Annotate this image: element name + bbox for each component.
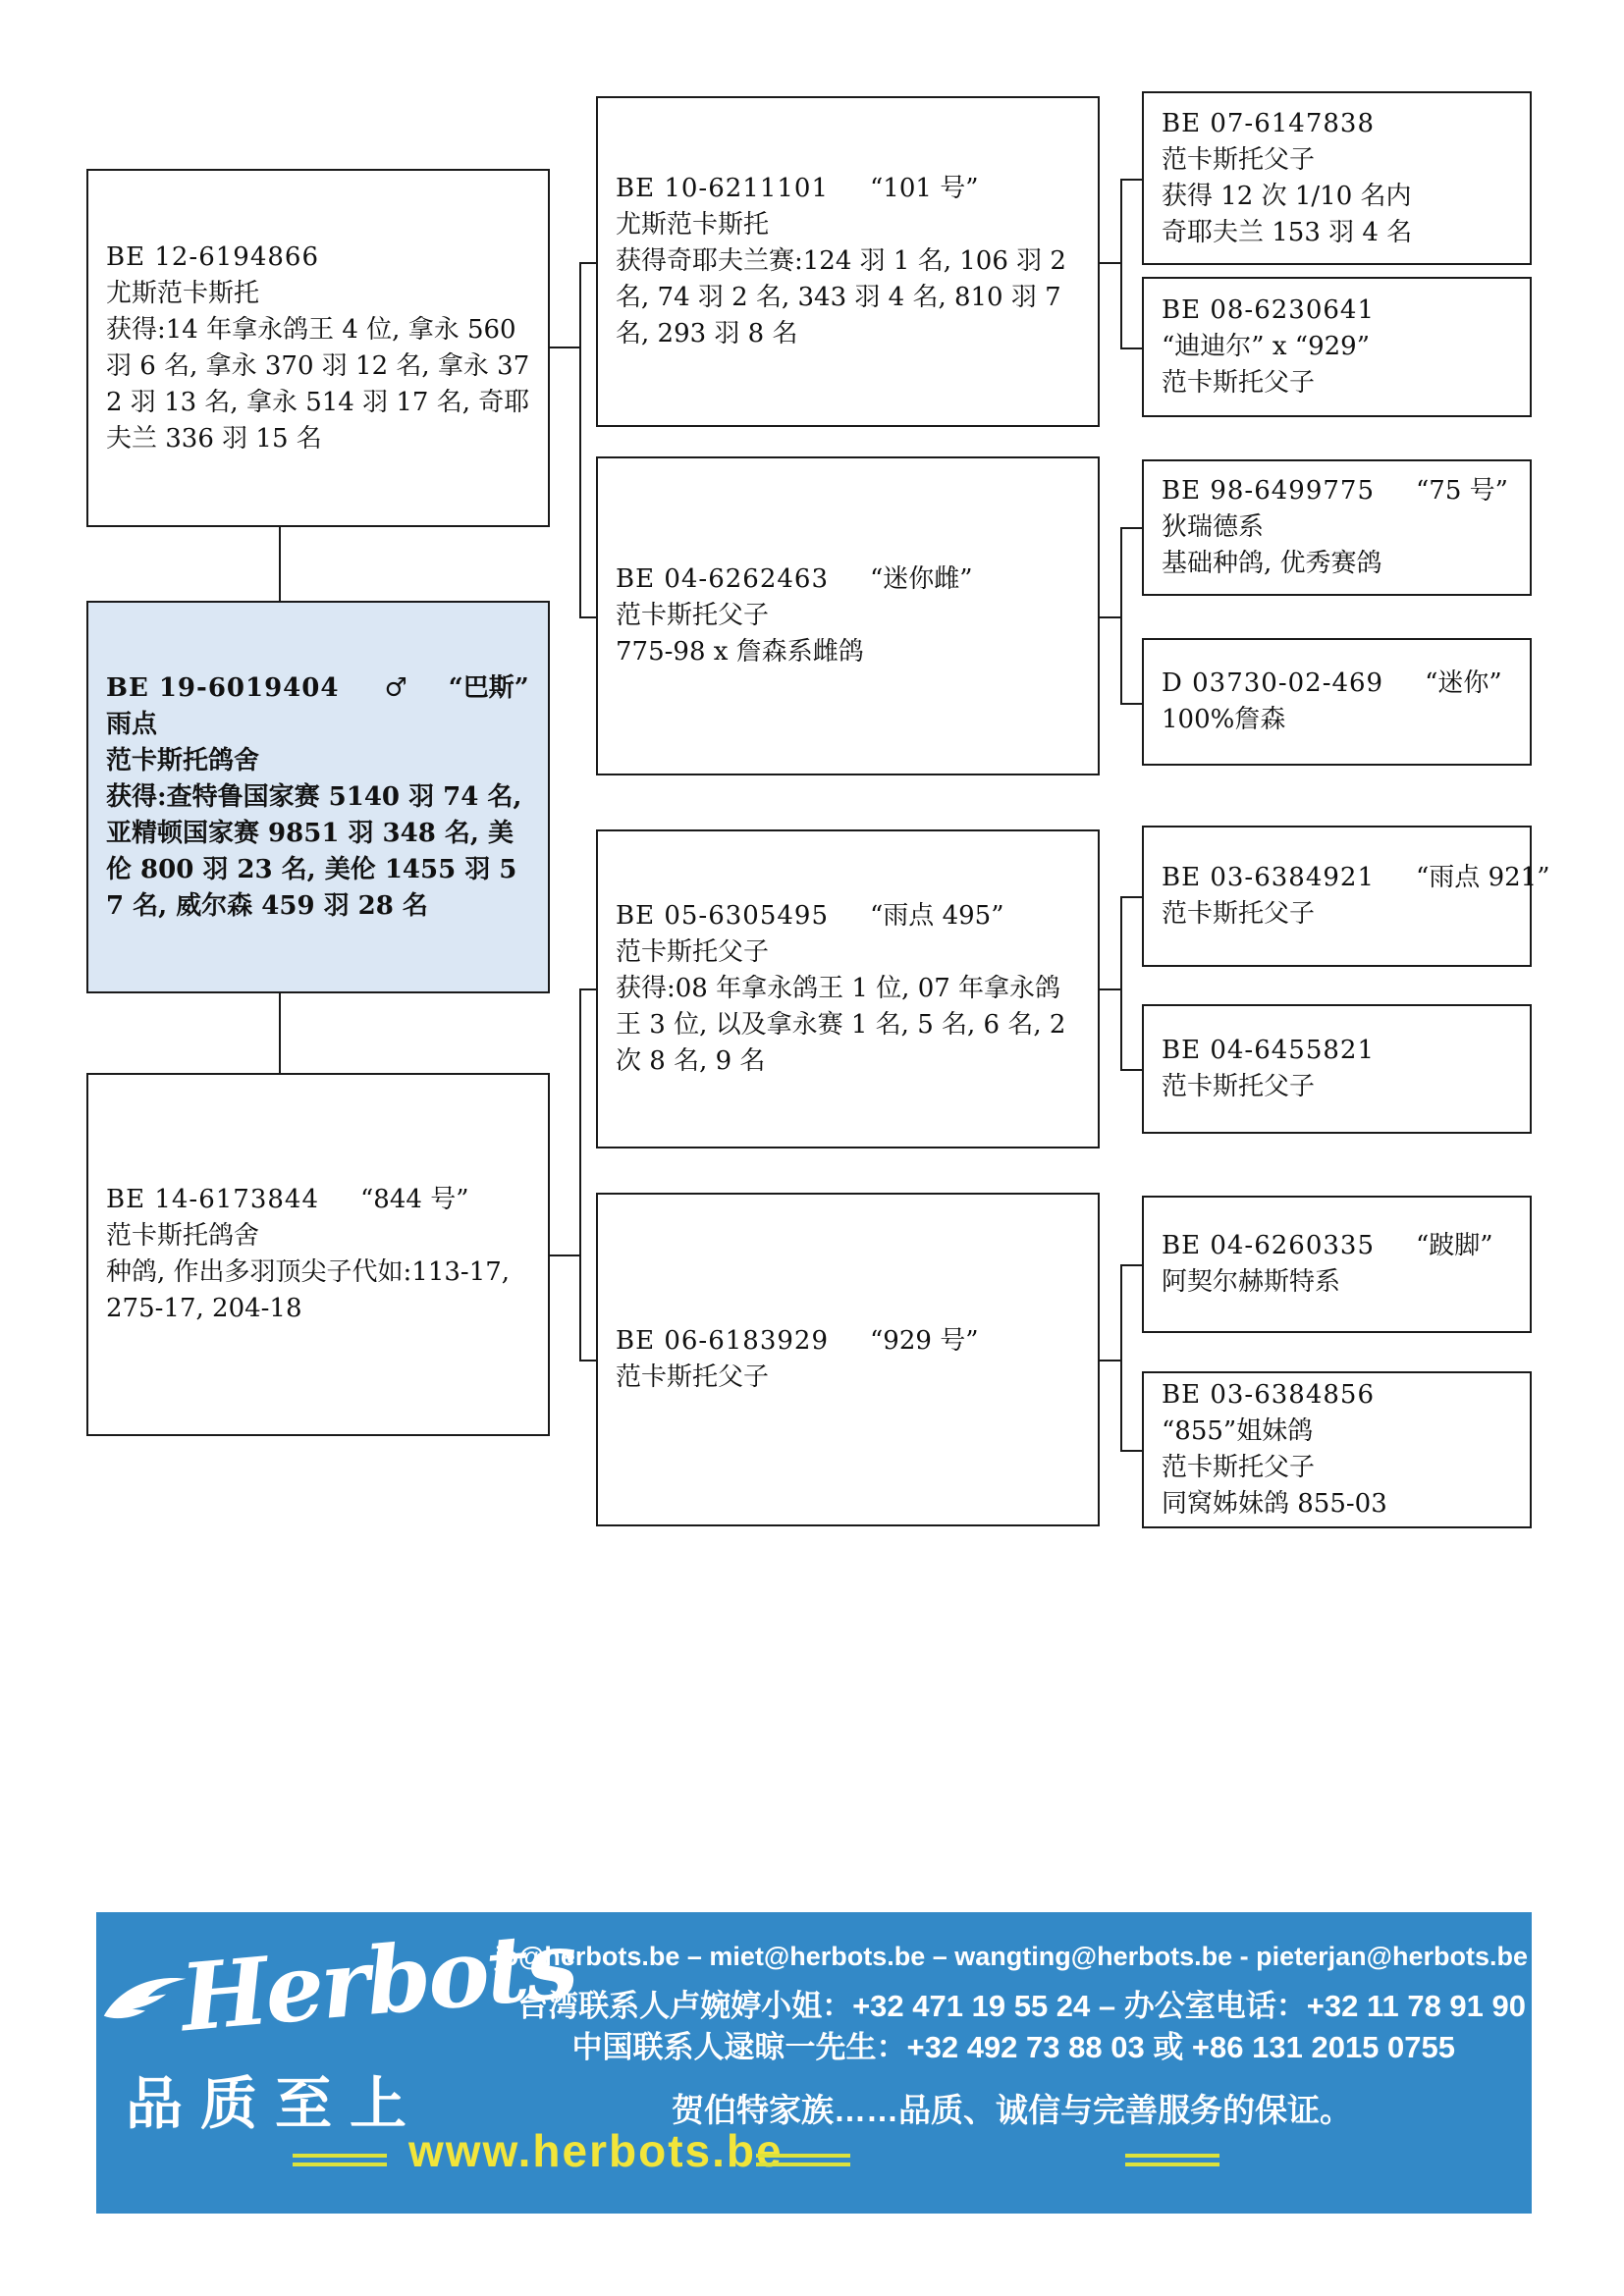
box-great-grandparent-6 bbox=[1142, 1004, 1532, 1134]
ring-line bbox=[1162, 293, 1512, 329]
website-url: www.herbots.be bbox=[408, 2125, 784, 2176]
connector bbox=[1100, 616, 1120, 618]
brand-slogan: 品质至上 bbox=[126, 2072, 425, 2136]
box-paternal-granddam bbox=[596, 456, 1100, 775]
connector bbox=[279, 993, 281, 1073]
connector bbox=[579, 1360, 596, 1362]
pigeon-name: “迷你雌” bbox=[870, 564, 973, 594]
pigeon-name: “雨点 921” bbox=[1416, 863, 1550, 892]
connector bbox=[579, 616, 596, 618]
pigeon-name: “迷你” bbox=[1425, 668, 1502, 698]
ring-line bbox=[616, 1323, 1080, 1360]
info-line: 狄瑞德系 bbox=[1162, 512, 1265, 542]
info-line: 同窝姊妹鸽 855-03 bbox=[1162, 1489, 1387, 1519]
connector bbox=[550, 1255, 579, 1256]
ring-number: BE 06-6183929 bbox=[616, 1326, 830, 1356]
ring-line bbox=[1162, 1033, 1512, 1069]
ring-line bbox=[1162, 1228, 1512, 1264]
info-line: 获得 12 次 1/10 名内 bbox=[1162, 181, 1412, 211]
pigeon-name: “雨点 495” bbox=[870, 901, 1004, 931]
info-line: 阿契尔赫斯特系 bbox=[1162, 1267, 1341, 1297]
info-line: 范卡斯托父子 bbox=[1162, 1072, 1316, 1101]
ring-number: BE 14-6173844 bbox=[106, 1185, 320, 1214]
ring-number: BE 04-6260335 bbox=[1162, 1231, 1376, 1260]
box-paternal-grandsire bbox=[596, 96, 1100, 427]
ring-line bbox=[1162, 860, 1550, 896]
ring-number: BE 12-6194866 bbox=[106, 241, 320, 272]
divider-lines-icon bbox=[1125, 2154, 1219, 2166]
connector bbox=[1120, 1264, 1142, 1266]
info-line: 100%詹森 bbox=[1162, 705, 1286, 734]
ring-number: BE 05-6305495 bbox=[616, 901, 830, 931]
ring-number: BE 03-6384921 bbox=[1162, 863, 1376, 892]
info-line: 获得:14 年拿永鸽王 4 位, 拿永 560 羽 6 名, 拿永 370 羽 12 名, 拿永 372 羽 13 名, 拿永 514 羽 17 名, 奇耶夫兰 336 羽 15 名 bbox=[106, 314, 530, 454]
ring-number: BE 07-6147838 bbox=[1162, 108, 1376, 138]
connector bbox=[1100, 1360, 1120, 1362]
contact-emails: jo@herbots.be – miet@herbots.be – wangting@herbots.be - pieterjan@herbots.be bbox=[495, 1942, 1528, 1971]
herbots-logo bbox=[102, 1910, 579, 2056]
info-line: 基础种鸽, 优秀赛鸽 bbox=[1162, 549, 1382, 578]
connector bbox=[1100, 262, 1120, 264]
info-line: 雨点 bbox=[106, 709, 158, 739]
pigeon-name: “跛脚” bbox=[1416, 1231, 1493, 1260]
box-great-grandparent-3 bbox=[1142, 459, 1532, 596]
footer-tagline: 贺伯特家族……品质、诚信与完善服务的保证。 bbox=[672, 2092, 1352, 2128]
box-great-grandparent-8 bbox=[1142, 1371, 1532, 1528]
connector bbox=[279, 527, 281, 601]
contact-china: 中国联系人逯晾一先生：+32 492 73 88 03 或 +86 131 2015 0755 bbox=[571, 2030, 1455, 2064]
connector bbox=[1120, 347, 1142, 349]
ring-line bbox=[106, 240, 530, 276]
box-maternal-grandsire bbox=[596, 829, 1100, 1148]
info-line: 775-98 x 詹森系雌鸽 bbox=[616, 637, 864, 667]
connector bbox=[1100, 988, 1120, 990]
connector bbox=[1120, 1069, 1142, 1071]
connector bbox=[1120, 703, 1142, 705]
box-great-grandparent-7 bbox=[1142, 1196, 1532, 1333]
feather-icon bbox=[102, 1971, 189, 2026]
ring-line bbox=[106, 670, 530, 707]
info-line: “855”姐妹鸽 bbox=[1162, 1416, 1314, 1446]
connector bbox=[550, 347, 579, 348]
ring-line bbox=[1162, 106, 1512, 142]
ring-line bbox=[616, 561, 1080, 598]
ring-number: BE 04-6262463 bbox=[616, 564, 830, 594]
info-line: 尤斯范卡斯托 bbox=[616, 210, 770, 240]
info-line: 获得:查特鲁国家赛 5140 羽 74 名, 亚精顿国家赛 9851 羽 348 名, 美伦 800 羽 23 名, 美伦 1455 羽 57 名, 威尔森 459 羽 28 名 bbox=[106, 781, 522, 921]
pigeon-name: “75 号” bbox=[1416, 476, 1508, 506]
pigeon-name: “101 号” bbox=[870, 174, 979, 203]
connector bbox=[1120, 179, 1122, 349]
male-icon: ♂ bbox=[384, 672, 407, 703]
info-line: 奇耶夫兰 153 羽 4 名 bbox=[1162, 217, 1413, 247]
ring-line bbox=[106, 1182, 530, 1218]
info-line: 范卡斯托父子 bbox=[1162, 368, 1316, 398]
box-subject bbox=[86, 601, 550, 993]
connector bbox=[1120, 527, 1142, 529]
connector bbox=[579, 262, 581, 618]
connector bbox=[1120, 1450, 1142, 1452]
info-line: 范卡斯托父子 bbox=[616, 937, 770, 967]
pigeon-name: “929 号” bbox=[870, 1326, 979, 1356]
info-line: 范卡斯托父子 bbox=[616, 601, 770, 630]
connector bbox=[1120, 896, 1122, 1071]
info-line: 获得:08 年拿永鸽王 1 位, 07 年拿永鸽王 3 位, 以及拿永赛 1 名, 5 名, 6 名, 2 次 8 名, 9 名 bbox=[616, 974, 1066, 1076]
info-line: 范卡斯托鸽舍 bbox=[106, 745, 260, 775]
ring-number: BE 98-6499775 bbox=[1162, 476, 1376, 506]
ring-line bbox=[616, 171, 1080, 207]
ring-line bbox=[1162, 473, 1512, 509]
divider-lines-icon bbox=[756, 2154, 850, 2166]
box-great-grandparent-1 bbox=[1142, 91, 1532, 265]
info-line: 获得奇耶夫兰赛:124 羽 1 名, 106 羽 2 名, 74 羽 2 名, 343 羽 4 名, 810 羽 7 名, 293 羽 8 名 bbox=[616, 246, 1066, 348]
connector bbox=[1120, 527, 1122, 705]
box-great-grandparent-4 bbox=[1142, 638, 1532, 766]
box-sire bbox=[86, 169, 550, 527]
connector bbox=[1120, 179, 1142, 181]
connector bbox=[579, 988, 596, 990]
box-great-grandparent-2 bbox=[1142, 277, 1532, 417]
connector bbox=[1120, 896, 1142, 898]
ring-line bbox=[1162, 1377, 1512, 1414]
box-maternal-granddam bbox=[596, 1193, 1100, 1526]
pigeon-name: “巴斯” bbox=[448, 672, 529, 703]
info-line: 范卡斯托父子 bbox=[1162, 144, 1316, 175]
ring-number: BE 03-6384856 bbox=[1162, 1380, 1376, 1410]
contact-taiwan: 台湾联系人卢婉婷小姐：+32 471 19 55 24 – 办公室电话：+32 11 78 91 90 bbox=[517, 1989, 1526, 2023]
ring-line bbox=[1162, 666, 1512, 702]
divider-lines-icon bbox=[293, 2154, 387, 2166]
ring-number: BE 04-6455821 bbox=[1162, 1036, 1376, 1065]
info-line: 范卡斯托父子 bbox=[616, 1362, 770, 1392]
connector bbox=[579, 988, 581, 1362]
ring-number: BE 19-6019404 bbox=[106, 672, 340, 703]
ring-number: D 03730-02-469 bbox=[1162, 668, 1384, 698]
footer-banner bbox=[96, 1912, 1532, 2214]
info-line: 尤斯范卡斯托 bbox=[106, 278, 260, 308]
box-great-grandparent-5 bbox=[1142, 826, 1550, 967]
ring-line bbox=[616, 898, 1080, 934]
connector bbox=[579, 262, 596, 264]
brand-name: Herbots bbox=[176, 1910, 579, 2054]
info-line: 范卡斯托鸽舍 bbox=[106, 1221, 260, 1251]
connector bbox=[1120, 1264, 1122, 1452]
ring-number: BE 08-6230641 bbox=[1162, 295, 1376, 325]
pigeon-name: “844 号” bbox=[360, 1185, 469, 1214]
info-line: 种鸽, 作出多羽顶尖子代如:113-17, 275-17, 204-18 bbox=[106, 1257, 511, 1323]
info-line: 范卡斯托父子 bbox=[1162, 899, 1316, 929]
box-dam bbox=[86, 1073, 550, 1436]
info-line: 范卡斯托父子 bbox=[1162, 1453, 1316, 1482]
info-line: “迪迪尔” x “929” bbox=[1162, 332, 1370, 361]
ring-number: BE 10-6211101 bbox=[616, 174, 830, 203]
